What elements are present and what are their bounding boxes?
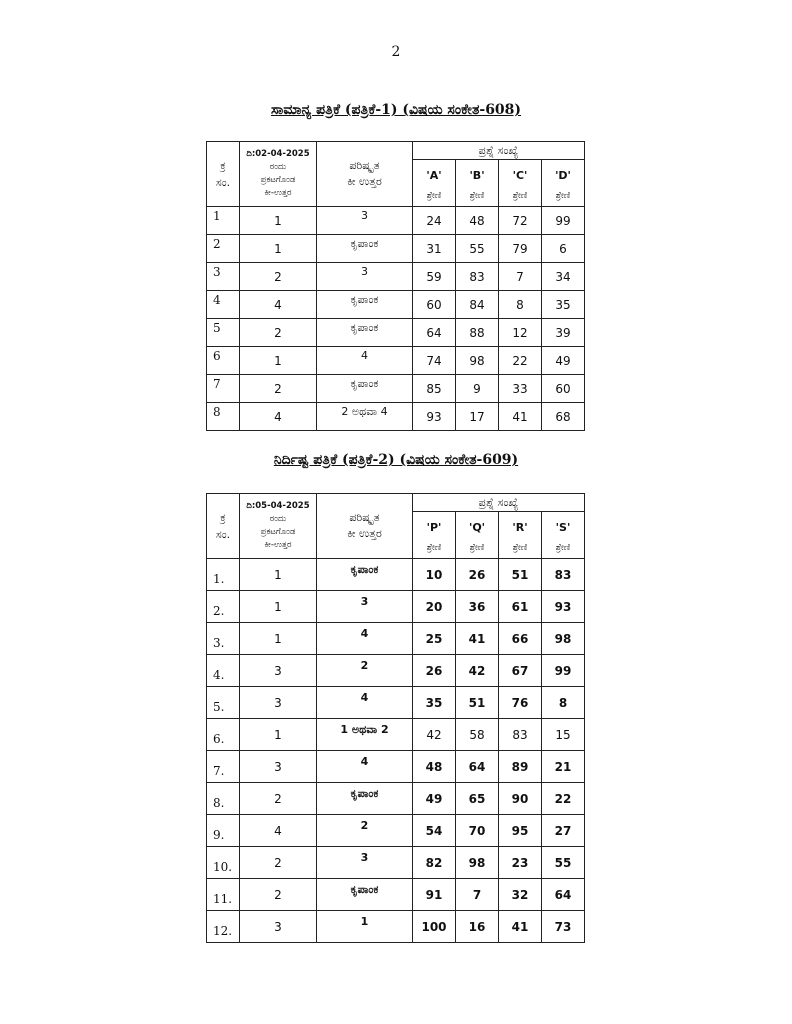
series-c-cell: 33 [499,375,542,403]
series-b-cell: 88 [456,319,499,347]
series-c-cell: 41 [499,403,542,431]
series-q-cell: 65 [456,783,499,815]
series-q-cell: 70 [456,815,499,847]
series-d-cell: 39 [542,319,585,347]
series-d-cell: 35 [542,291,585,319]
published-key-cell: 1 [240,559,317,591]
series-s-cell: 21 [542,751,585,783]
series-c-header [499,160,542,207]
series-a-cell: 74 [413,347,456,375]
published-key-header-date: ದಿ:02-04-2025 [246,149,310,159]
table-row [207,911,585,943]
serial-no-cell: 1. [207,559,240,591]
serial-no-cell: 8 [207,403,240,431]
series-s-cell: 64 [542,879,585,911]
question-number-header: ಪ್ರಶ್ನೆ ಸಂಖ್ಯೆ [413,494,585,512]
serial-no-header-line2: ಸಂ. [215,176,231,189]
series-q-cell: 42 [456,655,499,687]
table-row [207,559,585,591]
table-row [207,655,585,687]
question-number-header: ಪ್ರಶ್ನೆ ಸಂಖ್ಯೆ [413,142,585,160]
table-row [207,207,585,235]
revised-key-header-line1: ಪರಿಷ್ಕೃತ [349,159,380,172]
serial-no-cell: 6 [207,347,240,375]
published-key-cell: 1 [240,207,317,235]
series-q-cell: 36 [456,591,499,623]
series-q-cell: 26 [456,559,499,591]
published-key-header-line3: ಪ್ರಕಟಗೊಂಡ [260,175,296,185]
series-b-cell: 48 [456,207,499,235]
series-p-header [413,512,456,559]
revised-key-header [317,494,413,559]
series-d-cell: 60 [542,375,585,403]
series-d-header [542,160,585,207]
series-c-cell: 12 [499,319,542,347]
published-key-cell: 1 [240,347,317,375]
revised-key-header-line1: ಪರಿಷ್ಕೃತ [349,511,380,524]
revised-key-cell: 4 [317,347,413,375]
revised-key-cell: 3 [317,207,413,235]
published-key-header [240,142,317,207]
series-q-cell: 58 [456,719,499,751]
published-key-cell: 1 [240,591,317,623]
published-key-header [240,494,317,559]
revised-key-cell: 1 [317,911,413,943]
series-a-label: 'A' [426,169,442,182]
series-a-cell: 60 [413,291,456,319]
series-q-cell: 16 [456,911,499,943]
series-p-cell: 35 [413,687,456,719]
series-a-cell: 59 [413,263,456,291]
revised-key-cell: ಕೃಪಾಂಕ [317,235,413,263]
table-row [207,719,585,751]
series-d-sub: ಶ್ರೇಣಿ [555,191,571,201]
serial-no-cell: 7. [207,751,240,783]
series-a-cell: 24 [413,207,456,235]
series-q-cell: 41 [456,623,499,655]
series-a-cell: 93 [413,403,456,431]
revised-key-cell: ಕೃಪಾಂಕ [317,375,413,403]
serial-no-cell: 12. [207,911,240,943]
table-row [207,263,585,291]
serial-no-cell: 3 [207,263,240,291]
series-q-sub: ಶ್ರೇಣಿ [469,543,485,553]
serial-no-cell: 4 [207,291,240,319]
series-p-cell: 82 [413,847,456,879]
series-c-cell: 79 [499,235,542,263]
revised-key-header-line2: ಕೀ ಉತ್ತರ [347,175,382,188]
serial-no-cell: 2. [207,591,240,623]
published-key-header-line4: ಕೀ-ಉತ್ತರ [264,188,292,198]
series-q-label: 'Q' [468,521,486,534]
series-a-cell: 64 [413,319,456,347]
serial-no-cell: 3. [207,623,240,655]
revised-key-cell: ಕೃಪಾಂಕ [317,319,413,347]
series-s-cell: 73 [542,911,585,943]
revised-key-header-line2: ಕೀ ಉತ್ತರ [347,527,382,540]
published-key-cell: 3 [240,751,317,783]
table-row [207,847,585,879]
series-p-cell: 20 [413,591,456,623]
table-row [207,751,585,783]
table2-title: ನಿರ್ದಿಷ್ಟ ಪತ್ರಿಕೆ (ಪತ್ರಿಕೆ-2) (ವಿಷಯ ಸಂಕೇತ-609) [273,452,519,468]
series-r-cell: 32 [499,879,542,911]
published-key-cell: 2 [240,879,317,911]
series-s-cell: 99 [542,655,585,687]
series-b-cell: 84 [456,291,499,319]
published-key-cell: 3 [240,911,317,943]
table-row [207,623,585,655]
revised-key-cell: ಕೃಪಾಂಕ [317,559,413,591]
series-b-cell: 55 [456,235,499,263]
published-key-cell: 2 [240,783,317,815]
published-key-cell: 4 [240,403,317,431]
revised-key-cell: 4 [317,751,413,783]
series-r-cell: 67 [499,655,542,687]
published-key-cell: 2 [240,263,317,291]
series-b-label: 'B' [469,169,485,182]
revised-key-cell: 2 [317,815,413,847]
series-a-cell: 31 [413,235,456,263]
series-a-header [413,160,456,207]
serial-no-header-line1: ಕ್ರ [220,511,226,524]
series-p-cell: 48 [413,751,456,783]
revised-key-cell: 3 [317,847,413,879]
table-row [207,879,585,911]
revised-key-cell: 2 ಅಥವಾ 4 [317,403,413,431]
series-s-cell: 22 [542,783,585,815]
answer-key-table-2 [206,493,585,943]
published-key-header-line2: ರಂದು [269,162,287,172]
serial-no-header-line1: ಕ್ರ [220,159,226,172]
series-p-cell: 91 [413,879,456,911]
published-key-cell: 2 [240,847,317,879]
series-r-cell: 95 [499,815,542,847]
table-row [207,235,585,263]
revised-key-cell: 2 [317,655,413,687]
series-c-cell: 22 [499,347,542,375]
published-key-cell: 4 [240,815,317,847]
series-s-cell: 55 [542,847,585,879]
serial-no-cell: 8. [207,783,240,815]
series-p-cell: 25 [413,623,456,655]
revised-key-cell: 3 [317,263,413,291]
revised-key-cell: 3 [317,591,413,623]
table-row [207,687,585,719]
serial-no-header-line2: ಸಂ. [215,528,231,541]
series-s-header [542,512,585,559]
table-row [207,375,585,403]
series-p-cell: 49 [413,783,456,815]
table-row [207,403,585,431]
published-key-header-line3: ಪ್ರಕಟಗೊಂಡ [260,527,296,537]
serial-no-cell: 7 [207,375,240,403]
serial-no-header [207,142,240,207]
serial-no-cell: 6. [207,719,240,751]
series-b-cell: 9 [456,375,499,403]
serial-no-cell: 11. [207,879,240,911]
serial-no-header [207,494,240,559]
serial-no-cell: 4. [207,655,240,687]
table-row [207,347,585,375]
series-c-cell: 7 [499,263,542,291]
table1-title: ಸಾಮಾನ್ಯ ಪತ್ರಿಕೆ (ಪತ್ರಿಕೆ-1) (ವಿಷಯ ಸಂಕೇತ-608) [270,102,522,118]
series-p-cell: 26 [413,655,456,687]
series-d-cell: 68 [542,403,585,431]
series-s-cell: 8 [542,687,585,719]
series-c-cell: 72 [499,207,542,235]
series-r-cell: 66 [499,623,542,655]
series-s-cell: 27 [542,815,585,847]
table-row [207,591,585,623]
series-b-cell: 98 [456,347,499,375]
series-q-header [456,512,499,559]
series-s-cell: 15 [542,719,585,751]
series-a-sub: ಶ್ರೇಣಿ [426,191,442,201]
series-p-cell: 54 [413,815,456,847]
published-key-cell: 1 [240,719,317,751]
series-b-sub: ಶ್ರೇಣಿ [469,191,485,201]
revised-key-header [317,142,413,207]
answer-key-table-1 [206,141,585,431]
table-row [207,783,585,815]
series-q-cell: 7 [456,879,499,911]
serial-no-cell: 2 [207,235,240,263]
revised-key-cell: ಕೃಪಾಂಕ [317,291,413,319]
serial-no-cell: 9. [207,815,240,847]
series-r-cell: 90 [499,783,542,815]
series-s-label: 'S' [555,521,571,534]
series-b-cell: 83 [456,263,499,291]
series-d-cell: 49 [542,347,585,375]
serial-no-cell: 5 [207,319,240,347]
series-d-cell: 99 [542,207,585,235]
series-p-cell: 42 [413,719,456,751]
series-r-cell: 89 [499,751,542,783]
series-c-cell: 8 [499,291,542,319]
series-q-cell: 64 [456,751,499,783]
series-r-sub: ಶ್ರೇಣಿ [512,543,528,553]
series-p-cell: 10 [413,559,456,591]
series-p-sub: ಶ್ರೇಣಿ [426,543,442,553]
table-row [207,319,585,347]
published-key-cell: 3 [240,687,317,719]
series-r-cell: 23 [499,847,542,879]
series-b-header [456,160,499,207]
series-p-label: 'P' [426,521,442,534]
series-r-cell: 61 [499,591,542,623]
series-r-cell: 83 [499,719,542,751]
published-key-cell: 4 [240,291,317,319]
series-r-header [499,512,542,559]
published-key-cell: 1 [240,235,317,263]
table-row [207,815,585,847]
series-d-label: 'D' [555,169,571,182]
series-q-cell: 98 [456,847,499,879]
series-b-cell: 17 [456,403,499,431]
table-row [207,291,585,319]
published-key-cell: 2 [240,375,317,403]
published-key-cell: 1 [240,623,317,655]
published-key-header-line4: ಕೀ-ಉತ್ತರ [264,540,292,550]
series-r-cell: 76 [499,687,542,719]
published-key-cell: 2 [240,319,317,347]
series-p-cell: 100 [413,911,456,943]
serial-no-cell: 5. [207,687,240,719]
series-a-cell: 85 [413,375,456,403]
revised-key-cell: 4 [317,623,413,655]
series-r-label: 'R' [512,521,528,534]
revised-key-cell: 1 ಅಥವಾ 2 [317,719,413,751]
series-s-cell: 98 [542,623,585,655]
serial-no-cell: 10. [207,847,240,879]
series-s-cell: 83 [542,559,585,591]
series-s-sub: ಶ್ರೇಣಿ [555,543,571,553]
series-q-cell: 51 [456,687,499,719]
revised-key-cell: 4 [317,687,413,719]
page-number: 2 [391,44,401,60]
series-r-cell: 41 [499,911,542,943]
series-d-cell: 6 [542,235,585,263]
series-c-sub: ಶ್ರೇಣಿ [512,191,528,201]
serial-no-cell: 1 [207,207,240,235]
revised-key-cell: ಕೃಪಾಂಕ [317,879,413,911]
published-key-header-line2: ರಂದು [269,514,287,524]
series-d-cell: 34 [542,263,585,291]
revised-key-cell: ಕೃಪಾಂಕ [317,783,413,815]
published-key-header-date: ದಿ:05-04-2025 [246,501,310,511]
series-s-cell: 93 [542,591,585,623]
published-key-cell: 3 [240,655,317,687]
series-r-cell: 51 [499,559,542,591]
series-c-label: 'C' [512,169,528,182]
